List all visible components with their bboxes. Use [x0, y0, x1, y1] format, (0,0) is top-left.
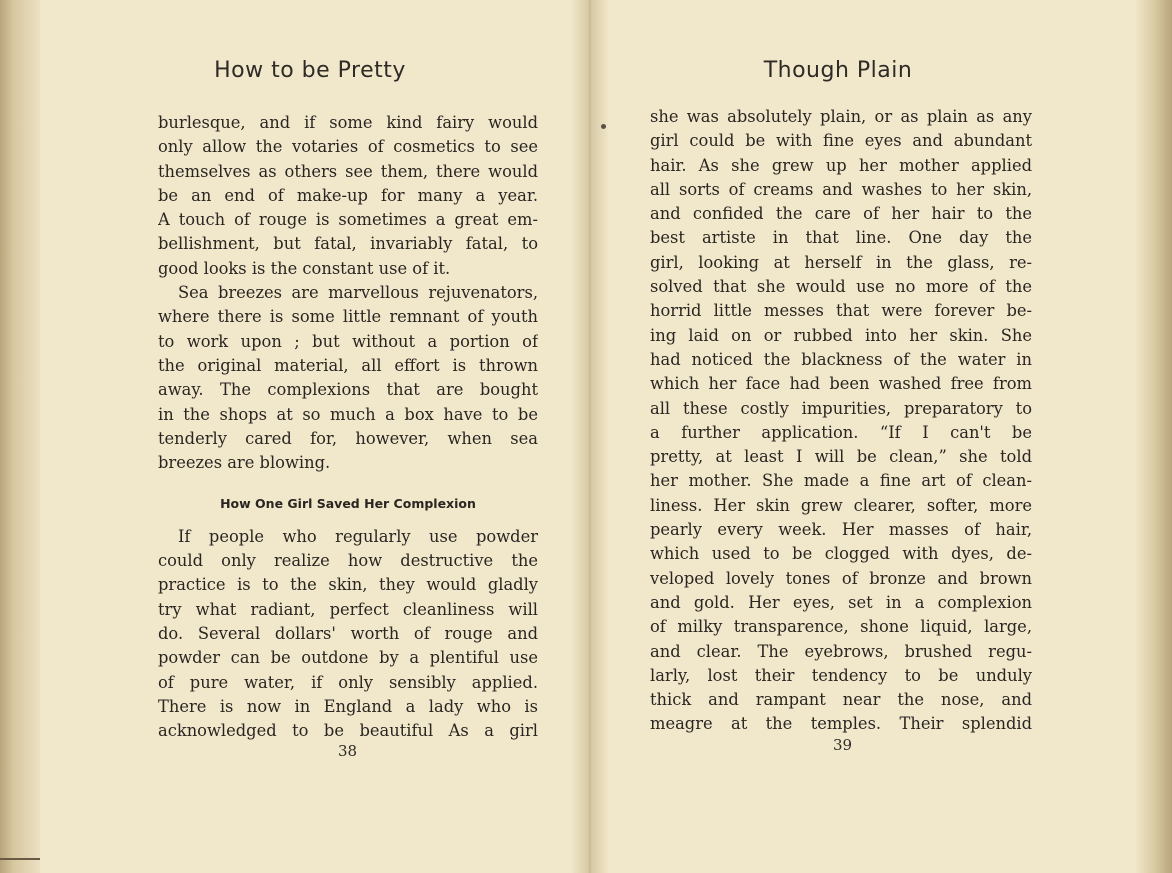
left-running-head: How to be Pretty: [214, 58, 406, 83]
left-paragraph-2: [158, 281, 538, 475]
text-line: a further application. “If I can't be: [650, 422, 1032, 442]
text-line: powder can be outdone by a plentiful use: [158, 648, 538, 668]
section-heading: How One Girl Saved Her Complexion: [220, 496, 476, 512]
text-line: bellishment, but fatal, invariably fatal, to: [158, 234, 538, 254]
right-page-edge: [1136, 0, 1172, 873]
text-line: pearly every week. Her masses of hair,: [650, 520, 1032, 540]
text-line: all these costly impurities, preparatory to: [650, 398, 1032, 418]
text-line: which her face had been washed free from: [650, 374, 1032, 394]
left-paragraph-1: [158, 111, 538, 281]
right-page-number: 39: [833, 736, 853, 754]
right-text-block: [650, 105, 1032, 737]
left-page: [40, 0, 572, 873]
text-line: girl, looking at herself in the glass, re-: [650, 252, 1032, 272]
text-line: all sorts of creams and washes to her skin,: [650, 179, 1032, 199]
right-running-head: Though Plain: [763, 58, 913, 83]
text-line: practice is to the skin, they would gladly: [158, 575, 538, 595]
text-line: pretty, at least I will be clean,” she told: [650, 447, 1032, 467]
text-line: of pure water, if only sensibly applied.: [158, 672, 538, 692]
text-line: only allow the votaries of cosmetics to see: [158, 137, 538, 157]
text-line: and clear. The eyebrows, brushed regu-: [650, 641, 1032, 661]
text-line: acknowledged to be beautiful As a girl: [158, 721, 538, 741]
text-line: be an end of make-up for many a year.: [158, 185, 538, 205]
text-line: breezes are blowing.: [158, 453, 331, 473]
text-line: her mother. She made a fine art of clean-: [650, 471, 1032, 491]
text-line: meagre at the temples. Their splendid: [650, 714, 1032, 734]
text-line: Sea breezes are marvellous rejuvenators,: [178, 283, 538, 303]
text-line: thick and rampant near the nose, and: [650, 690, 1032, 710]
text-line: away. The complexions that are bought: [158, 380, 538, 400]
text-line: could only realize how destructive the: [158, 551, 538, 571]
text-line: of milky transparence, shone liquid, large,: [650, 617, 1032, 637]
text-line: in the shops at so much a box have to be: [158, 404, 538, 424]
left-edge-rule: [0, 858, 40, 860]
left-page-number: 38: [338, 742, 358, 760]
text-line: There is now in England a lady who is: [158, 696, 538, 716]
text-line: A touch of rouge is sometimes a great em-: [158, 210, 538, 230]
text-line: the original material, all effort is thrown: [158, 355, 538, 375]
text-line: and confided the care of her hair to the: [650, 204, 1032, 224]
text-line: themselves as others see them, there would: [158, 161, 538, 181]
text-line: liness. Her skin grew clearer, softer, more: [650, 495, 1032, 515]
text-line: do. Several dollars' worth of rouge and: [158, 623, 538, 643]
text-line: larly, lost their tendency to be unduly: [650, 665, 1032, 685]
ink-smudge: [601, 124, 606, 129]
book-gutter: [572, 0, 608, 873]
text-line: where there is some little remnant of youth: [158, 307, 538, 327]
text-line: best artiste in that line. One day the: [650, 228, 1032, 248]
right-page: [608, 0, 1136, 873]
text-line: tenderly cared for, however, when sea: [158, 428, 538, 448]
text-line: veloped lovely tones of bronze and brown: [650, 568, 1032, 588]
text-line: If people who regularly use powder: [178, 526, 538, 546]
text-line: she was absolutely plain, or as plain as any: [650, 107, 1032, 126]
text-line: horrid little messes that were forever be-: [650, 301, 1032, 321]
text-line: try what radiant, perfect cleanliness will: [158, 599, 538, 619]
text-line: had noticed the blackness of the water in: [650, 349, 1032, 369]
text-line: which used to be clogged with dyes, de-: [650, 544, 1032, 564]
left-paragraph-3: [158, 525, 538, 744]
text-line: burlesque, and if some kind fairy would: [158, 113, 538, 132]
text-line: ing laid on or rubbed into her skin. She: [650, 325, 1032, 345]
left-page-edge: [0, 0, 40, 873]
text-line: girl could be with fine eyes and abundant: [650, 131, 1032, 151]
text-line: to work upon ; but without a portion of: [158, 331, 538, 351]
text-line: and gold. Her eyes, set in a complexion: [650, 592, 1032, 612]
text-line: hair. As she grew up her mother applied: [650, 155, 1032, 175]
left-text-block: [158, 111, 538, 743]
text-line: solved that she would use no more of the: [650, 277, 1032, 297]
text-line: good looks is the constant use of it.: [158, 258, 451, 278]
